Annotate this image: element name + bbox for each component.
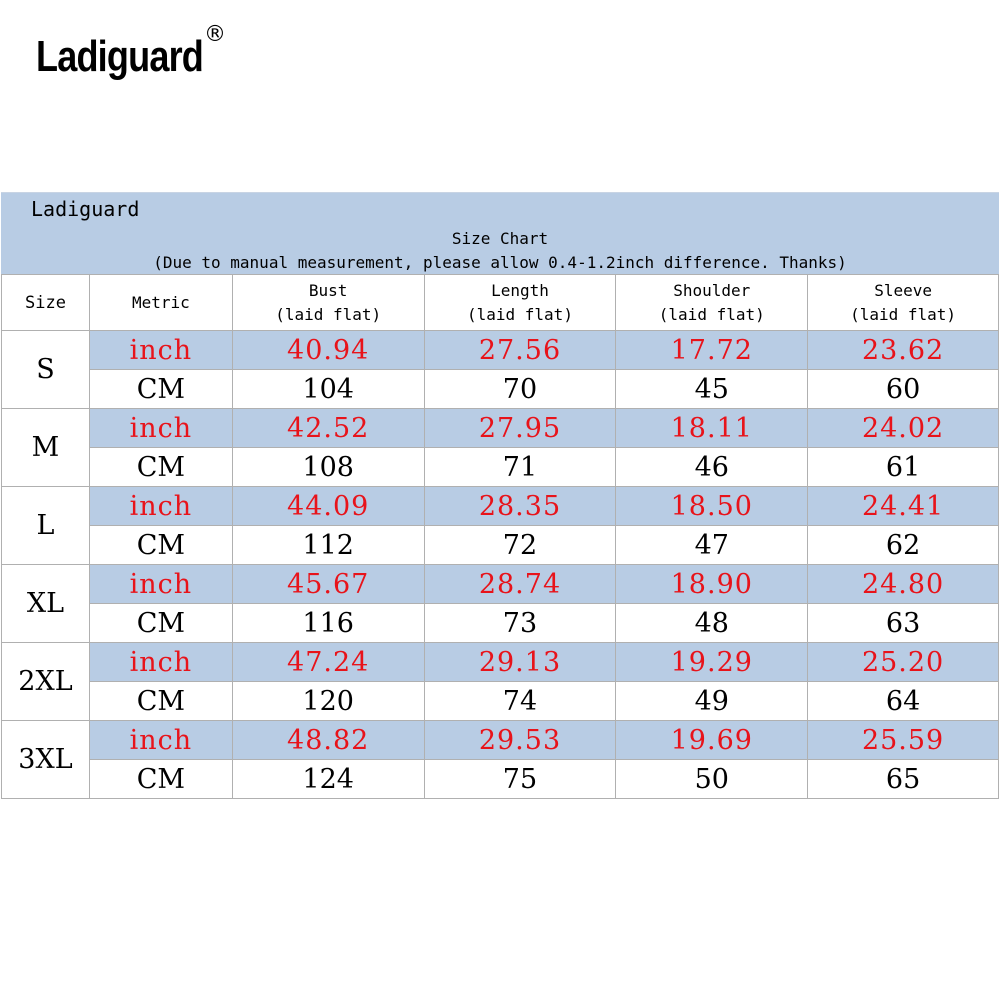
chart-header [1, 192, 999, 275]
cm-value: 73 [424, 604, 616, 643]
size-chart [1, 192, 999, 807]
table-row-inch [2, 487, 999, 526]
header-bust-label: Bust [308, 280, 348, 300]
cm-value: 50 [616, 760, 808, 799]
header-shoulder-sub: (laid flat) [658, 304, 765, 324]
inch-value: 44.09 [232, 487, 424, 526]
inch-value: 29.13 [424, 643, 616, 682]
metric-cm: CM [89, 370, 232, 409]
cm-value: 75 [424, 760, 616, 799]
metric-inch: inch [89, 487, 232, 526]
table-header-row [2, 275, 999, 331]
cm-value: 49 [616, 682, 808, 721]
inch-value: 25.59 [808, 721, 999, 760]
cm-value: 72 [424, 526, 616, 565]
size-table [1, 274, 999, 799]
metric-inch: inch [89, 721, 232, 760]
header-bust [232, 275, 424, 331]
metric-cm: CM [89, 760, 232, 799]
header-metric: Metric [89, 275, 232, 331]
cm-value: 70 [424, 370, 616, 409]
metric-inch: inch [89, 409, 232, 448]
cm-value: 64 [808, 682, 999, 721]
size-label: 3XL [2, 721, 90, 799]
table-row-cm [2, 604, 999, 643]
inch-value: 19.69 [616, 721, 808, 760]
table-row-cm [2, 526, 999, 565]
cm-value: 124 [232, 760, 424, 799]
header-shoulder [616, 275, 808, 331]
header-length-label: Length [491, 280, 549, 300]
header-shoulder-label: Shoulder [673, 280, 751, 300]
header-length-sub: (laid flat) [466, 304, 573, 324]
size-label: XL [2, 565, 90, 643]
inch-value: 47.24 [232, 643, 424, 682]
logo-text: Ladiguard [36, 32, 204, 81]
size-label: 2XL [2, 643, 90, 721]
table-row-inch [2, 721, 999, 760]
cm-value: 61 [808, 448, 999, 487]
cm-value: 65 [808, 760, 999, 799]
cm-value: 74 [424, 682, 616, 721]
metric-cm: CM [89, 682, 232, 721]
brand-logo [36, 22, 240, 92]
header-sleeve [808, 275, 999, 331]
size-label: L [2, 487, 90, 565]
metric-cm: CM [89, 526, 232, 565]
metric-cm: CM [89, 448, 232, 487]
chart-note: (Due to manual measurement, please allow 0.4-1.2inch difference. Thanks) [153, 253, 847, 272]
inch-value: 42.52 [232, 409, 424, 448]
cm-value: 45 [616, 370, 808, 409]
inch-value: 19.29 [616, 643, 808, 682]
table-row-cm [2, 682, 999, 721]
metric-cm: CM [89, 604, 232, 643]
inch-value: 29.53 [424, 721, 616, 760]
inch-value: 27.56 [424, 331, 616, 370]
inch-value: 48.82 [232, 721, 424, 760]
cm-value: 108 [232, 448, 424, 487]
size-label: M [2, 409, 90, 487]
header-bust-sub: (laid flat) [275, 304, 382, 324]
table-row-inch [2, 643, 999, 682]
chart-title: Size Chart [451, 229, 549, 248]
cm-value: 104 [232, 370, 424, 409]
cm-value: 116 [232, 604, 424, 643]
size-table-body [2, 331, 999, 799]
table-row-inch [2, 409, 999, 448]
table-row-cm [2, 448, 999, 487]
inch-value: 18.90 [616, 565, 808, 604]
header-size: Size [2, 275, 90, 331]
size-label: S [2, 331, 90, 409]
cm-value: 60 [808, 370, 999, 409]
table-row-inch [2, 565, 999, 604]
inch-value: 40.94 [232, 331, 424, 370]
inch-value: 28.35 [424, 487, 616, 526]
inch-value: 18.11 [616, 409, 808, 448]
header-sleeve-sub: (laid flat) [850, 304, 957, 324]
table-row-cm [2, 760, 999, 799]
inch-value: 24.80 [808, 565, 999, 604]
table-row-inch [2, 331, 999, 370]
metric-inch: inch [89, 643, 232, 682]
inch-value: 18.50 [616, 487, 808, 526]
inch-value: 17.72 [616, 331, 808, 370]
cm-value: 71 [424, 448, 616, 487]
cm-value: 62 [808, 526, 999, 565]
cm-value: 63 [808, 604, 999, 643]
header-sleeve-label: Sleeve [874, 280, 932, 300]
header-length [424, 275, 616, 331]
cm-value: 47 [616, 526, 808, 565]
table-row-cm [2, 370, 999, 409]
inch-value: 24.41 [808, 487, 999, 526]
chart-brand: Ladiguard [31, 197, 140, 221]
inch-value: 24.02 [808, 409, 999, 448]
metric-inch: inch [89, 331, 232, 370]
cm-value: 112 [232, 526, 424, 565]
metric-inch: inch [89, 565, 232, 604]
registered-mark: ® [204, 22, 226, 47]
inch-value: 45.67 [232, 565, 424, 604]
cm-value: 46 [616, 448, 808, 487]
inch-value: 28.74 [424, 565, 616, 604]
inch-value: 23.62 [808, 331, 999, 370]
inch-value: 27.95 [424, 409, 616, 448]
cm-value: 120 [232, 682, 424, 721]
cm-value: 48 [616, 604, 808, 643]
inch-value: 25.20 [808, 643, 999, 682]
